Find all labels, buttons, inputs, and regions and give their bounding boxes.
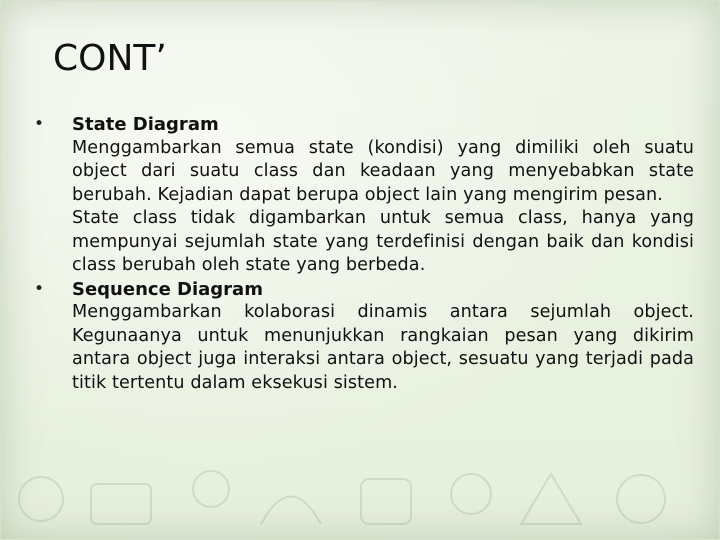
bullet-state-diagram	[34, 113, 694, 278]
bullet-sequence-diagram	[34, 278, 694, 396]
bullet-heading: State Diagram	[72, 114, 219, 135]
bullet-paragraph: Menggambarkan semua state (kondisi) yang dimiliki oleh suatu object dari suatu class dan keadaan yang menyebabkan state berubah. Kejadian dapat berupa object lain yang mengirim pesan.	[72, 137, 694, 205]
slide-content	[34, 113, 694, 395]
slide-title: CONT’	[53, 38, 167, 79]
bullet-paragraph: Menggambarkan kolaborasi dinamis antara sejumlah object. Kegunaanya untuk menunjukkan rangkaian pesan yang dikirim antara object juga interaksi antara object, sesuatu yang terjadi pada titik tertentu dalam eksekusi sistem.	[72, 302, 694, 393]
decorative-doodles	[1, 429, 720, 539]
bullet-paragraph: State class tidak digambarkan untuk semua class, hanya yang mempunyai sejumlah state yang terdefinisi dengan baik dan kondisi class berubah oleh state yang berbeda.	[72, 208, 694, 275]
bullet-heading: Sequence Diagram	[72, 278, 263, 300]
bullet-marker: •	[34, 278, 45, 299]
bullet-marker: •	[34, 114, 45, 134]
